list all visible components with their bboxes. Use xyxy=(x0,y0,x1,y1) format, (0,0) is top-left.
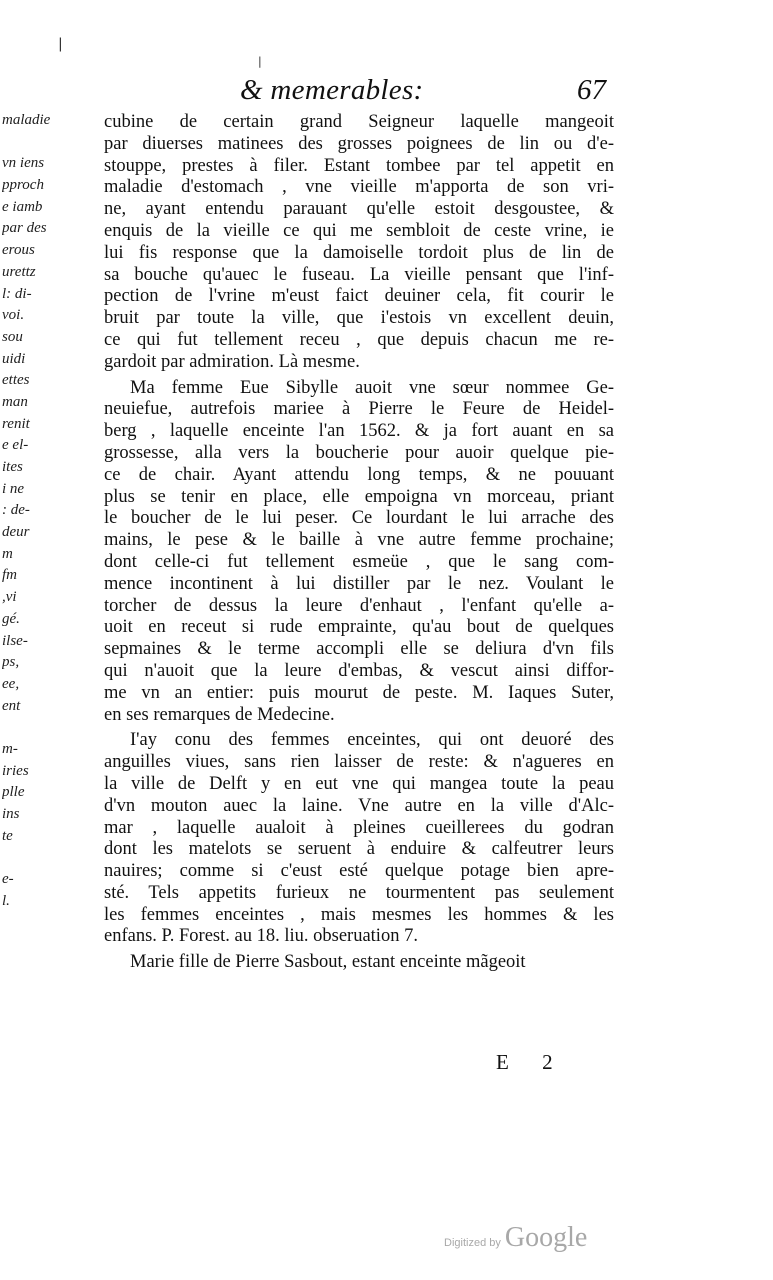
text-line: enfans. P. Forest. au 18. liu. obseruation 7. xyxy=(104,926,418,947)
text-line: mence incontinent à lui distiller par le nez. Voulant le xyxy=(104,573,614,594)
text-line: ne, ayant entendu parauant qu'elle estoit desgoustee, & xyxy=(104,199,614,220)
margin-note: voi. xyxy=(2,307,25,324)
margin-note: ps, xyxy=(2,654,20,671)
text-line: lui fis response que la damoiselle tordoit plus de lin de xyxy=(104,242,614,263)
text-line: dont les matelots se seruent à enduire & calfeutrer leurs xyxy=(104,839,614,860)
margin-note: vn iens xyxy=(2,155,45,172)
text-line: bruit par toute la ville, que i'estois vn excellent deuin, xyxy=(104,308,614,329)
page-number: 67 xyxy=(577,74,606,106)
text-line: neuiefue, autrefois mariee à Pierre le Feure de Heidel- xyxy=(104,399,614,420)
text-line: qui n'auoit que la leure d'embas, & vescut ainsi diffor- xyxy=(104,660,614,681)
text-line: les femmes enceintes , mais mesmes les hommes & les xyxy=(104,904,614,925)
text-line: nauires; comme si c'eust esté quelque potage bien apre- xyxy=(104,861,614,882)
edge-mark-left: | xyxy=(58,36,63,52)
margin-note: ites xyxy=(2,459,23,475)
watermark-prefix: Digitized by xyxy=(444,1237,501,1249)
text-line: Ma femme Eue Sibylle auoit vne sœur nommee Ge- xyxy=(130,377,614,398)
margin-note xyxy=(2,132,62,154)
text-line: sté. Tels appetits furieux ne tourmentent pas seulement xyxy=(104,882,614,903)
margin-note: ,vi xyxy=(2,589,17,606)
margin-note: : de- xyxy=(2,502,30,519)
margin-note: e el- xyxy=(2,437,29,454)
margin-note: erous xyxy=(2,242,35,259)
margin-note: uidi xyxy=(2,350,26,367)
margin-note: pproch xyxy=(2,177,44,194)
text-line: mains, le pese & le baille à vne autre femme prochaine; xyxy=(104,530,614,551)
margin-note: iries xyxy=(2,762,29,779)
text-line: mar , laquelle aualoit à pleines cueillerees du godran xyxy=(104,817,614,838)
text-line: stouppe, prestes à filer. Estant tombee par tel appetit en xyxy=(104,155,614,176)
text-line: ce qui fut tellement receu , que depuis chacun me re- xyxy=(104,329,614,350)
text-line: gardoit par admiration. Là mesme. xyxy=(104,351,360,372)
margin-note: sou xyxy=(2,328,23,345)
margin-note: ee, xyxy=(2,675,20,692)
text-line: plus se tenir en place, elle empoigna vn morceau, priant xyxy=(104,486,614,507)
margin-note: plle xyxy=(2,784,25,801)
text-line: anguilles viues, sans rien laisser de reste: & n'agueres en xyxy=(104,752,614,773)
text-line: berg , laquelle enceinte l'an 1562. & ja fort auant en sa xyxy=(104,421,614,442)
text-line: dont celle-ci fut tellement esmeüe , que le sang com- xyxy=(104,551,614,572)
margin-note: ettes xyxy=(2,372,30,389)
text-line: grossesse, alla vers la boucherie pour auoir quelque pie- xyxy=(104,442,614,463)
text-line: torcher de dessus la leure d'enhaut , l'enfant qu'elle a- xyxy=(104,595,614,616)
body-text xyxy=(104,112,614,974)
text-line: par diuerses matinees des grosses poignees de lin ou d'e- xyxy=(104,133,614,154)
text-line: en ses remarques de Medecine. xyxy=(104,704,335,725)
margin-note: m xyxy=(2,545,13,562)
text-line: sa bouche qu'auec le fuseau. La vieille pensant que l'inf- xyxy=(104,264,614,285)
running-head: & memerables: xyxy=(240,74,424,106)
margin-note xyxy=(2,717,62,739)
text-line: ce de chair. Ayant attendu long temps, & ne pouuant xyxy=(104,464,614,485)
margin-note: par des xyxy=(2,220,47,237)
text-line: me vn an entier: puis mourut de peste. M. Iaques Suter, xyxy=(104,682,614,703)
text-line: maladie d'estomach , vne vieille m'apporta de son vri- xyxy=(104,177,614,198)
margin-note: man xyxy=(2,393,28,410)
margin-note: e iamb xyxy=(2,198,43,215)
margin-note: i ne xyxy=(2,480,25,497)
digitized-watermark xyxy=(444,1222,587,1254)
text-line: la ville de Delft y en eut vne qui mangea toute la peau xyxy=(104,773,614,794)
text-line: I'ay conu des femmes enceintes, qui ont deuoré des xyxy=(130,730,614,751)
margin-note xyxy=(2,847,62,869)
text-line: uoit en receut si rude emprainte, qu'au bout de quelques xyxy=(104,617,614,638)
text-line: enquis de la vieille ce qui me sembloit de ceste vrine, ie xyxy=(104,220,614,241)
margin-note: ins xyxy=(2,806,20,822)
margin-note: maladie xyxy=(2,112,51,128)
margin-note: deur xyxy=(2,524,30,541)
text-line: le boucher de le lui peser. Ce lourdant le lui arrache des xyxy=(104,508,614,529)
margin-notes xyxy=(2,110,62,912)
margin-note: urettz xyxy=(2,263,36,280)
google-logo: Google xyxy=(504,1222,588,1253)
margin-note: ilse- xyxy=(2,632,28,649)
text-line: pection de l'vrine m'eust faict deuiner cela, fit courir le xyxy=(104,286,614,307)
text-line: Marie fille de Pierre Sasbout, estant enceinte mãgeoit xyxy=(130,952,526,973)
margin-note: renit xyxy=(2,415,30,432)
text-line: cubine de certain grand Seigneur laquelle mangeoit xyxy=(104,112,614,132)
margin-note: ent xyxy=(2,697,21,714)
text-line: d'vn mouton auec la laine. Vne autre en la ville d'Alc- xyxy=(104,795,614,816)
margin-note: l. xyxy=(2,892,10,909)
text-line: sepmaines & le terme accompli elle se deliura d'vn fils xyxy=(104,639,614,660)
margin-note: e- xyxy=(2,871,14,888)
margin-note: gé. xyxy=(2,610,20,627)
signature-mark: E 2 xyxy=(496,1050,567,1074)
margin-note: fm xyxy=(2,567,17,584)
margin-note: m- xyxy=(2,740,18,757)
margin-note: l: di- xyxy=(2,285,32,302)
margin-note: te xyxy=(2,827,13,844)
edge-mark-top: | xyxy=(258,55,262,68)
